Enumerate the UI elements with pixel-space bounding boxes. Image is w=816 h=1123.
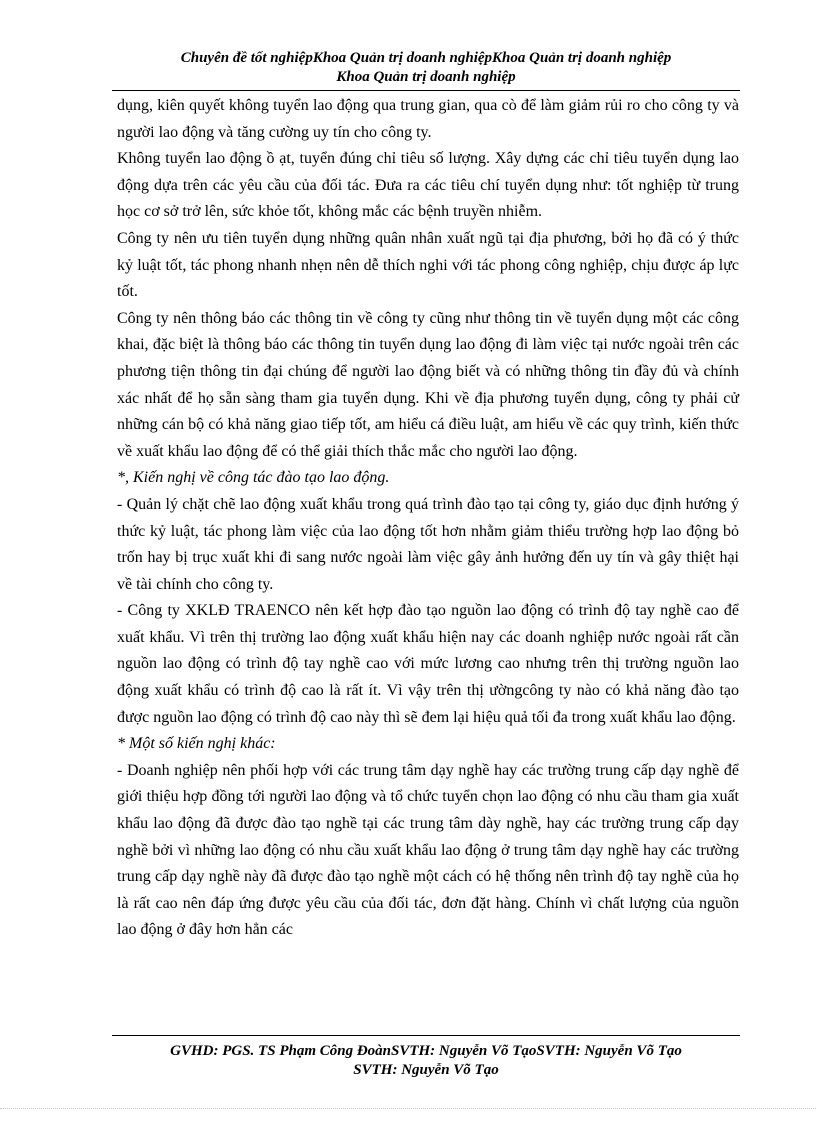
paragraph-2: Không tuyển lao động ồ ạt, tuyển đúng chỉ tiêu số lượng. Xây dựng các chỉ tiêu tuyển dụng lao động dựa trên các yêu cầu của đối tác. Đưa ra các tiêu chí tuyển dụng như: tốt nghiệp từ trung học cơ sở trở lên, sức khỏe tốt, không mắc các bệnh truyền nhiễm. [117, 150, 739, 221]
footer-line-2: SVTH: Nguyễn Võ Tạo [353, 1062, 499, 1078]
header-line-2: Khoa Quản trị doanh nghiệp [336, 69, 516, 85]
header-rule [112, 90, 740, 91]
section-heading-other: * Một số kiến nghị khác: [117, 735, 276, 753]
paragraph-6: - Công ty XKLĐ TRAENCO nên kết hợp đào tạo nguồn lao động có trình độ tay nghề cao để xuất khẩu. Vì trên thị trường lao động xuất khẩu hiện nay các doanh nghiệp nước ngoài rất cần nguồn lao động có trình độ tay nghề cao với mức lương cao nhưng trên thị trường nguồn lao động xuất khẩu có trình độ cao là rất ít. Vì vậy trên thị ườngcông ty nào có khả năng đào tạo được nguồn lao động có trình độ cao này thì sẽ đem lại hiệu quả tối đa trong xuất khẩu lao động. [117, 602, 739, 726]
document-body [117, 93, 739, 944]
paragraph-1: dụng, kiên quyết không tuyển lao động qua trung gian, qua cò để làm giảm rủi ro cho công ty và người lao động và tăng cường uy tín cho công ty. [117, 97, 739, 141]
paragraph-3: Công ty nên ưu tiên tuyển dụng những quân nhân xuất ngũ tại địa phương, bởi họ đã có ý thức kỷ luật tốt, tác phong nhanh nhẹn nên dễ thích nghi với tác phong công nghiệp, chịu được áp lực tốt. [117, 229, 739, 301]
section-heading-training: *, Kiến nghị về công tác đào tạo lao động. [117, 469, 390, 487]
footer-rule [112, 1035, 740, 1036]
page-edge-divider [0, 1108, 816, 1109]
header-line-1: Chuyên đề tốt nghiệpKhoa Quản trị doanh nghiệpKhoa Quản trị doanh nghiệp [180, 50, 672, 66]
page-header [112, 49, 740, 87]
footer-line-1: GVHD: PGS. TS Phạm Công ĐoànSVTH: Nguyễn Võ TạoSVTH: Nguyễn Võ Tạo [170, 1043, 682, 1059]
paragraph-4: Công ty nên thông báo các thông tin về công ty cũng như thông tin về tuyển dụng một các công khai, đặc biệt là thông báo các thông tin tuyển dụng lao động đi làm việc tại nước ngoài trên các phương tiện thông tin đại chúng để người lao động biết và có những thông tin đầy đủ và chính xác nhất để họ sẵn sàng tham gia tuyển dụng. Khi về địa phương tuyển dụng, công ty phải cử những cán bộ có khả năng giao tiếp tốt, am hiểu cá điều luật, am hiểu về các quy trình, kiến thức về xuất khẩu lao động để có thể giải thích thắc mắc cho người lao động. [117, 309, 739, 460]
page-footer [112, 1042, 740, 1080]
paragraph-7: - Doanh nghiệp nên phối hợp với các trung tâm dạy nghề hay các trường trung cấp dạy nghề để giới thiệu hợp đồng tới người lao động và tổ chức tuyển chọn lao động có nhu cầu tham gia xuất khẩu lao động đã được đào tạo nghề tại các trung tâm dày nghề, hay các trường trung cấp dạy nghề bởi vì những lao động có nhu cầu xuất khẩu lao động ở trung tâm dạy nghề hay các trường trung cấp dạy nghề này đã được đào tạo nghề một cách có hệ thống nên trình độ tay nghề của họ là rất cao nên đáp ứng được yêu cầu của đối tác, đơn đặt hàng. Chính vì chất lượng của nguồn lao động ở đây hơn hẳn các [117, 761, 739, 939]
paragraph-5: - Quản lý chặt chẽ lao động xuất khẩu trong quá trình đào tạo tại công ty, giáo dục định hướng ý thức kỷ luật, tác phong làm việc của lao động tốt hơn nhằm giảm thiểu trường hợp lao động bỏ trốn hay bị trục xuất khi đi sang nước ngoài làm việc gây ảnh hưởng đến uy tín và gây thiệt hại về tài chính cho công ty. [117, 495, 739, 593]
